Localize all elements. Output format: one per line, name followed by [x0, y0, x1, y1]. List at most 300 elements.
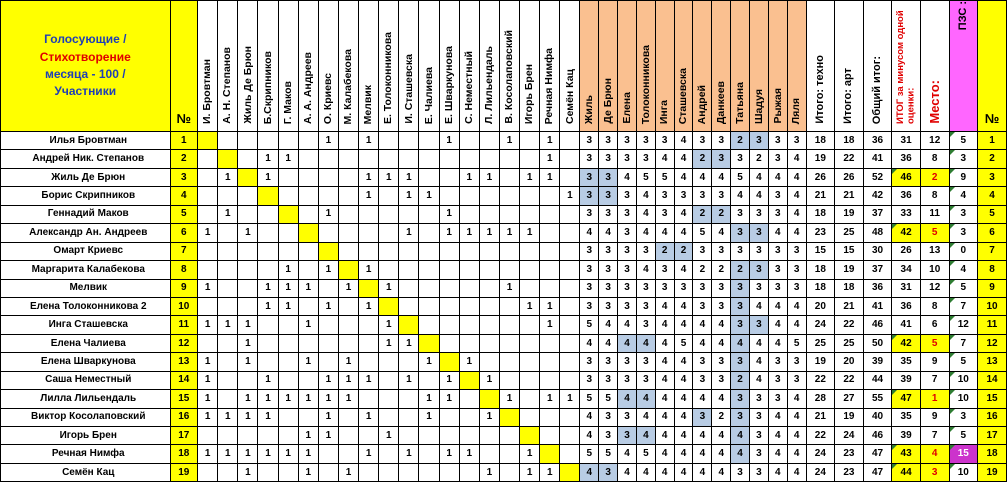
place-value: 7: [920, 371, 949, 389]
art-total: 15: [835, 242, 864, 260]
participant-name: Речная Нимфа: [1, 445, 171, 463]
vote-cell: 1: [399, 168, 419, 186]
critic-score: 2: [712, 261, 731, 279]
sum-total: 47: [863, 445, 892, 463]
critic-score: 4: [750, 297, 769, 315]
critic-header-label: Толоконникова: [639, 44, 652, 124]
participant-number: 4: [170, 187, 198, 205]
total-art-header: [835, 1, 864, 132]
vote-cell: [379, 132, 399, 150]
participant-name: Елена Шваркунова: [1, 353, 171, 371]
vote-cell: [560, 371, 580, 389]
tech-total: 25: [806, 334, 835, 352]
vote-cell: [198, 427, 218, 445]
vote-cell: [439, 168, 459, 186]
vote-cell: [238, 371, 258, 389]
critic-score: 3: [618, 150, 637, 168]
vote-cell: 1: [318, 297, 338, 315]
participant-number-right: 19: [978, 463, 1007, 481]
vote-cell: [540, 187, 560, 205]
vote-cell: 1: [238, 334, 258, 352]
vote-cell: 1: [379, 334, 399, 352]
vote-cell: [318, 150, 338, 168]
critic-score: 4: [674, 224, 693, 242]
vote-cell: 1: [419, 408, 439, 426]
critic-score: 3: [599, 132, 618, 150]
vote-cell: [439, 297, 459, 315]
voter-header-label: С. Неместный: [462, 51, 475, 124]
voter-header: [359, 1, 379, 132]
vote-cell: [560, 427, 580, 445]
critic-score: 3: [693, 408, 712, 426]
critic-score: 5: [580, 390, 599, 408]
participant-number-right: 12: [978, 334, 1007, 352]
vote-cell: [520, 205, 540, 223]
vote-cell: [540, 242, 560, 260]
art-total: 19: [835, 205, 864, 223]
art-total: 22: [835, 150, 864, 168]
vote-cell: [278, 408, 298, 426]
vote-cell: [419, 316, 439, 334]
vote-cell: 1: [479, 224, 499, 242]
vote-cell: 1: [439, 371, 459, 389]
critic-score: 4: [618, 334, 637, 352]
critic-score: 4: [636, 427, 655, 445]
vote-cell: [499, 334, 519, 352]
tech-total: 18: [806, 261, 835, 279]
participant-row: [1, 261, 1007, 279]
participant-number-right: 17: [978, 427, 1007, 445]
vote-cell: [278, 353, 298, 371]
corner-line: Участники: [54, 84, 117, 99]
vote-cell: [218, 353, 238, 371]
critic-score: 4: [655, 150, 674, 168]
critic-score: 3: [580, 168, 599, 186]
critic-score: 3: [712, 371, 731, 389]
art-total: 20: [835, 353, 864, 371]
critic-score: 4: [674, 150, 693, 168]
vote-cell: [298, 150, 318, 168]
vote-cell: [419, 279, 439, 297]
vote-cell: [278, 371, 298, 389]
vote-cell: [218, 371, 238, 389]
pzs-value: 15: [949, 445, 978, 463]
vote-cell: [338, 297, 358, 315]
vote-cell: 1: [298, 279, 318, 297]
vote-cell: [520, 279, 540, 297]
participant-number: 17: [170, 427, 198, 445]
vote-cell: [520, 261, 540, 279]
vote-cell: [399, 316, 419, 334]
critic-score: 4: [674, 168, 693, 186]
critic-header-label: Елена: [620, 92, 633, 124]
voter-header: [439, 1, 459, 132]
voter-header-label: Е. Чалиева: [422, 66, 435, 124]
tech-total: 22: [806, 371, 835, 389]
vote-cell: 1: [278, 297, 298, 315]
vote-cell: 1: [338, 279, 358, 297]
critic-score: 3: [693, 353, 712, 371]
participant-row: [1, 224, 1007, 242]
itog-minus: 36: [892, 297, 921, 315]
vote-cell: 1: [359, 445, 379, 463]
critic-score: 3: [580, 132, 599, 150]
critic-score: 3: [636, 316, 655, 334]
critic-header: [693, 1, 712, 132]
sum-total: 36: [863, 132, 892, 150]
vote-cell: [419, 132, 439, 150]
voter-header-label: М. Калабекова: [342, 48, 355, 124]
participant-row: [1, 390, 1007, 408]
voter-header: [298, 1, 318, 132]
vote-cell: [540, 279, 560, 297]
participant-row: [1, 187, 1007, 205]
critic-score: 5: [731, 168, 750, 186]
vote-cell: [399, 242, 419, 260]
critic-score: 3: [580, 353, 599, 371]
vote-cell: [198, 205, 218, 223]
critic-score: 3: [618, 427, 637, 445]
pzs-header: [949, 1, 978, 132]
critic-header: [712, 1, 731, 132]
vote-cell: [379, 371, 399, 389]
critic-score: 4: [580, 408, 599, 426]
vote-cell: [338, 132, 358, 150]
critic-score: 3: [618, 279, 637, 297]
vote-cell: [338, 187, 358, 205]
vote-cell: [298, 132, 318, 150]
total-tech-header-label: Итого: техно: [813, 55, 826, 124]
vote-cell: 1: [278, 150, 298, 168]
participant-number: 18: [170, 445, 198, 463]
vote-cell: 1: [520, 168, 540, 186]
vote-cell: [298, 334, 318, 352]
participant-row: [1, 427, 1007, 445]
voter-header: [499, 1, 519, 132]
critic-score: 4: [618, 168, 637, 186]
vote-cell: [278, 334, 298, 352]
vote-cell: [540, 427, 560, 445]
critic-score: 2: [693, 150, 712, 168]
critic-score: 4: [768, 297, 787, 315]
vote-cell: [359, 205, 379, 223]
itog-minus: 36: [892, 187, 921, 205]
critic-score: 3: [731, 297, 750, 315]
vote-cell: [359, 463, 379, 481]
place-value: 9: [920, 408, 949, 426]
vote-cell: [218, 390, 238, 408]
itog-minus: 36: [892, 150, 921, 168]
art-total: 23: [835, 463, 864, 481]
itog-minus: 34: [892, 261, 921, 279]
participant-number: 2: [170, 150, 198, 168]
sum-total: 37: [863, 205, 892, 223]
vote-cell: [359, 279, 379, 297]
critic-score: 4: [674, 316, 693, 334]
vote-cell: [499, 168, 519, 186]
participant-number: 10: [170, 297, 198, 315]
critic-score: 3: [750, 316, 769, 334]
critic-score: 4: [636, 408, 655, 426]
vote-cell: [198, 187, 218, 205]
tech-total: 21: [806, 408, 835, 426]
vote-cell: [298, 261, 318, 279]
critic-score: 4: [618, 463, 637, 481]
vote-cell: [419, 150, 439, 168]
critic-score: 3: [731, 242, 750, 260]
vote-cell: [560, 408, 580, 426]
num2-header: [978, 1, 1007, 132]
critic-header: [655, 1, 674, 132]
critic-score: 3: [731, 279, 750, 297]
voter-header: [379, 1, 399, 132]
vote-cell: [459, 297, 479, 315]
voter-header: [560, 1, 580, 132]
vote-cell: [459, 427, 479, 445]
pzs-value: 7: [949, 334, 978, 352]
vote-cell: [258, 334, 278, 352]
critic-score: 3: [636, 279, 655, 297]
critic-header-label: Де Брюн: [601, 78, 614, 124]
vote-cell: [419, 242, 439, 260]
vote-cell: [479, 427, 499, 445]
corner-line: Стихотворение: [39, 49, 131, 64]
total-art-header-label: Итого: арт: [842, 68, 855, 124]
vote-cell: 1: [399, 187, 419, 205]
vote-cell: 1: [479, 408, 499, 426]
vote-cell: [520, 408, 540, 426]
vote-cell: 1: [198, 353, 218, 371]
place-value: 10: [920, 261, 949, 279]
vote-cell: [298, 187, 318, 205]
itog-minus: 46: [892, 168, 921, 186]
vote-cell: [540, 261, 560, 279]
vote-cell: [338, 316, 358, 334]
vote-cell: [459, 242, 479, 260]
critic-score: 4: [712, 463, 731, 481]
art-total: 25: [835, 224, 864, 242]
participant-name: Жиль Де Брюн: [1, 168, 171, 186]
vote-cell: [479, 353, 499, 371]
vote-cell: [298, 408, 318, 426]
vote-cell: 1: [198, 279, 218, 297]
critic-score: 3: [655, 261, 674, 279]
pzs-value: 5: [949, 279, 978, 297]
critic-score: 2: [655, 242, 674, 260]
art-total: 21: [835, 187, 864, 205]
vote-cell: [540, 353, 560, 371]
critic-score: 3: [580, 261, 599, 279]
vote-cell: 1: [258, 408, 278, 426]
vote-cell: [238, 187, 258, 205]
critic-score: 4: [787, 408, 806, 426]
vote-cell: 1: [459, 445, 479, 463]
critic-score: 4: [768, 168, 787, 186]
critic-score: 4: [768, 224, 787, 242]
critic-header: [750, 1, 769, 132]
critic-score: 4: [599, 316, 618, 334]
critic-score: 3: [599, 371, 618, 389]
critic-score: 3: [731, 463, 750, 481]
vote-cell: [198, 261, 218, 279]
itog-minus: 35: [892, 353, 921, 371]
vote-cell: 1: [359, 261, 379, 279]
critic-score: 3: [580, 150, 599, 168]
vote-cell: [459, 150, 479, 168]
critic-score: 2: [750, 150, 769, 168]
vote-cell: 1: [238, 390, 258, 408]
vote-cell: [560, 205, 580, 223]
vote-cell: [419, 427, 439, 445]
participant-name: Лилла Лильендаль: [1, 390, 171, 408]
vote-cell: [399, 205, 419, 223]
critic-score: 5: [599, 390, 618, 408]
vote-cell: [439, 427, 459, 445]
pzs-value: 5: [949, 353, 978, 371]
critic-score: 4: [750, 168, 769, 186]
vote-cell: [379, 187, 399, 205]
vote-cell: [379, 353, 399, 371]
participant-number-right: 16: [978, 408, 1007, 426]
itog-minus: 35: [892, 408, 921, 426]
critic-score: 3: [599, 463, 618, 481]
critic-score: 4: [750, 371, 769, 389]
vote-cell: [318, 187, 338, 205]
participant-name: Елена Толоконникова 2: [1, 297, 171, 315]
vote-cell: [258, 187, 278, 205]
vote-cell: [379, 150, 399, 168]
vote-cell: [399, 390, 419, 408]
critic-score: 3: [580, 297, 599, 315]
tech-total: 18: [806, 132, 835, 150]
vote-cell: [258, 205, 278, 223]
vote-cell: [338, 150, 358, 168]
vote-cell: [499, 316, 519, 334]
voter-header-label: Е. Толоконникова: [382, 31, 395, 124]
art-total: 18: [835, 132, 864, 150]
participant-number-right: 1: [978, 132, 1007, 150]
vote-cell: 1: [439, 224, 459, 242]
vote-cell: 1: [379, 168, 399, 186]
critic-score: 3: [731, 390, 750, 408]
total-tech-header: [806, 1, 835, 132]
participant-number-right: 10: [978, 297, 1007, 315]
vote-cell: [218, 132, 238, 150]
vote-cell: [238, 427, 258, 445]
vote-cell: [479, 334, 499, 352]
critic-score: 4: [787, 150, 806, 168]
participant-row: [1, 205, 1007, 223]
critic-score: 5: [580, 316, 599, 334]
place-value: 12: [920, 279, 949, 297]
total-minus-header-label: ИТОГ за минусом одной оценки:: [894, 10, 917, 124]
critic-score: 4: [636, 334, 655, 352]
vote-cell: [218, 463, 238, 481]
vote-cell: 1: [499, 390, 519, 408]
vote-cell: 1: [479, 168, 499, 186]
vote-cell: [499, 205, 519, 223]
participant-name: Александр Ан. Андреев: [1, 224, 171, 242]
vote-cell: [318, 168, 338, 186]
critic-score: 4: [655, 408, 674, 426]
tech-total: 28: [806, 390, 835, 408]
vote-cell: [278, 132, 298, 150]
critic-score: 2: [712, 408, 731, 426]
vote-cell: 1: [318, 427, 338, 445]
vote-cell: [560, 463, 580, 481]
vote-cell: [499, 463, 519, 481]
vote-cell: 1: [520, 224, 540, 242]
total-minus-header: [892, 1, 921, 132]
vote-cell: 1: [399, 371, 419, 389]
vote-cell: 1: [218, 445, 238, 463]
critic-score: 2: [731, 261, 750, 279]
itog-minus: 43: [892, 445, 921, 463]
vote-cell: [198, 150, 218, 168]
vote-cell: [258, 427, 278, 445]
vote-cell: [278, 224, 298, 242]
sum-total: 48: [863, 224, 892, 242]
vote-cell: [439, 408, 459, 426]
vote-cell: [499, 242, 519, 260]
critic-score: 4: [674, 408, 693, 426]
vote-cell: [278, 242, 298, 260]
itog-minus: 42: [892, 224, 921, 242]
critic-score: 3: [768, 261, 787, 279]
vote-cell: [439, 279, 459, 297]
art-total: 22: [835, 371, 864, 389]
vote-cell: 1: [318, 261, 338, 279]
place-value: 13: [920, 242, 949, 260]
vote-cell: [359, 150, 379, 168]
vote-cell: 1: [459, 168, 479, 186]
critic-score: 3: [618, 408, 637, 426]
vote-cell: [379, 445, 399, 463]
vote-cell: 1: [359, 408, 379, 426]
critic-score: 3: [768, 371, 787, 389]
vote-cell: [459, 463, 479, 481]
critic-score: 3: [618, 224, 637, 242]
critic-header-label: Инга: [658, 99, 671, 124]
participant-name: Илья Бровтман: [1, 132, 171, 150]
art-total: 27: [835, 390, 864, 408]
vote-cell: [439, 463, 459, 481]
place-value: 11: [920, 205, 949, 223]
vote-cell: 1: [479, 463, 499, 481]
vote-cell: [218, 297, 238, 315]
critic-score: 3: [787, 261, 806, 279]
vote-cell: [459, 132, 479, 150]
critic-header-label: Татьяна: [733, 82, 746, 124]
critic-score: 3: [618, 353, 637, 371]
critic-score: 4: [636, 205, 655, 223]
voter-header: [218, 1, 238, 132]
vote-cell: 1: [318, 205, 338, 223]
participant-name: Омарт Криевс: [1, 242, 171, 260]
vote-cell: [238, 242, 258, 260]
vote-cell: [499, 371, 519, 389]
critic-score: 2: [693, 261, 712, 279]
critic-score: 2: [693, 205, 712, 223]
participant-row: [1, 132, 1007, 150]
vote-cell: [399, 150, 419, 168]
itog-minus: 44: [892, 463, 921, 481]
vote-cell: [560, 224, 580, 242]
voter-header-label: И. Бровтман: [201, 58, 214, 124]
critic-score: 3: [750, 242, 769, 260]
participant-number-right: 8: [978, 261, 1007, 279]
vote-cell: [278, 205, 298, 223]
